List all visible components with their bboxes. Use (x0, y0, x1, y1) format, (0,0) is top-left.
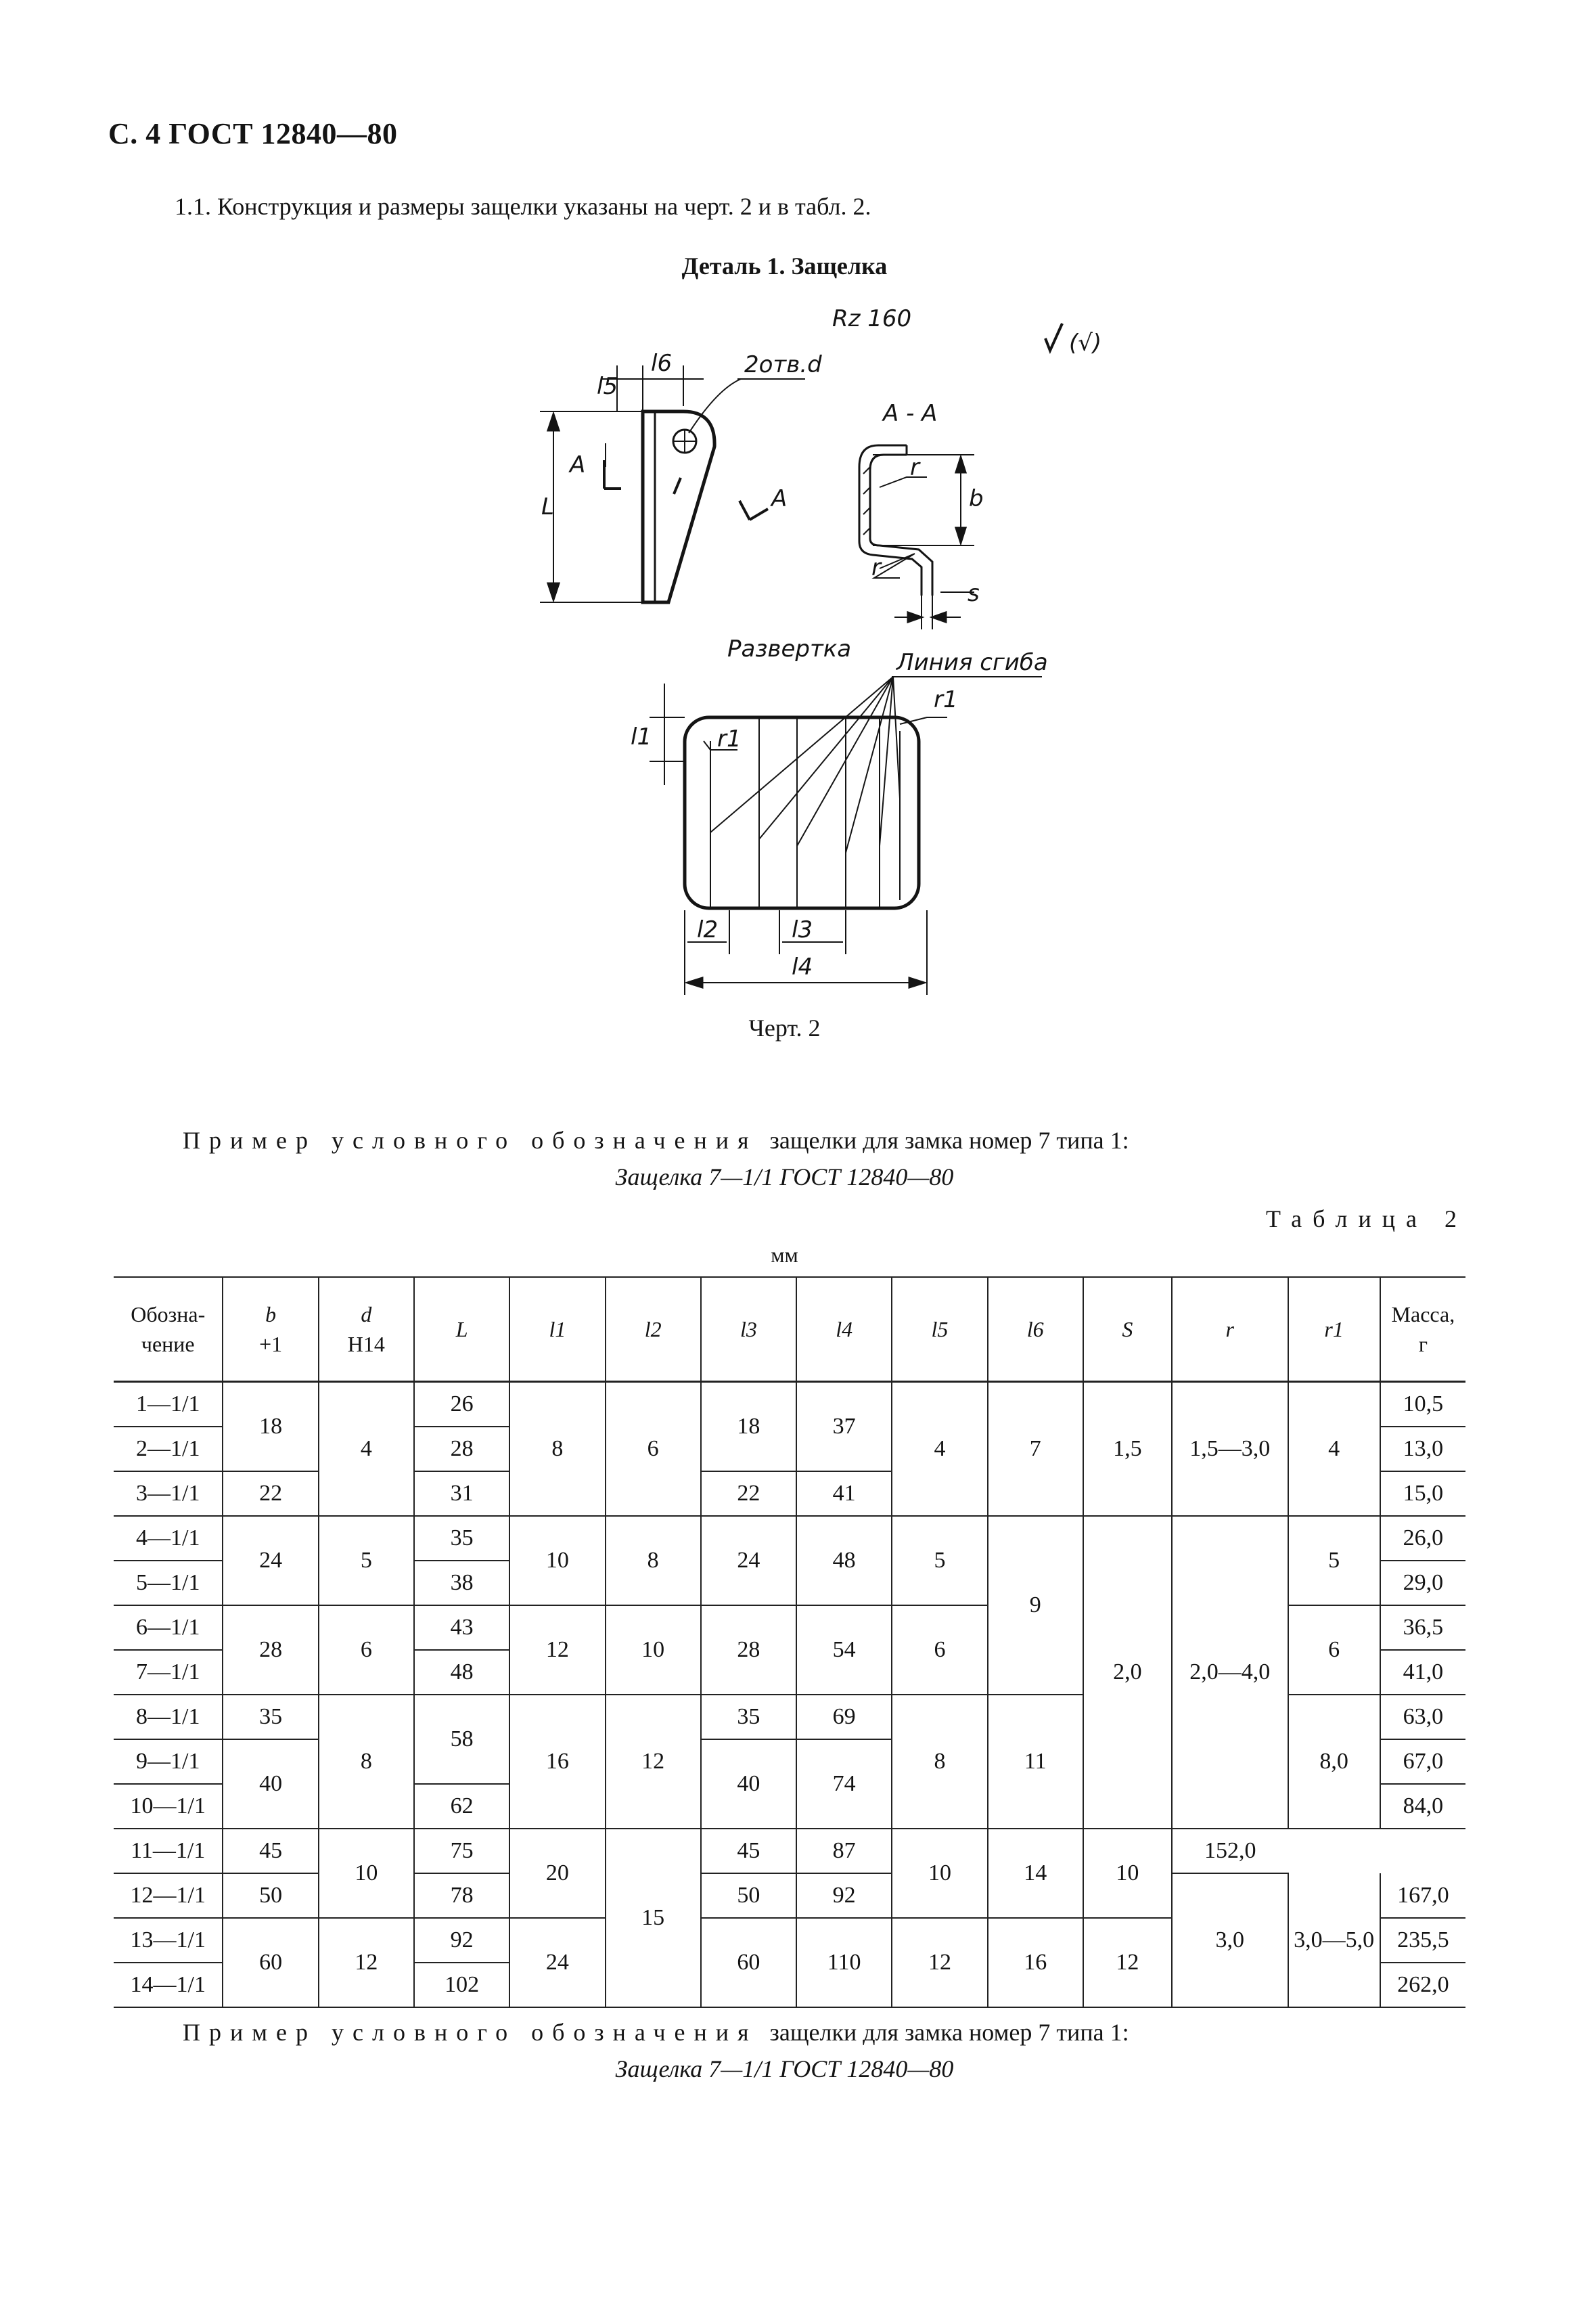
cell-l4: 41 (796, 1471, 892, 1516)
example-label-2: Пример условного обозначения (183, 2019, 758, 2046)
cell-L: 102 (414, 1963, 509, 2007)
cell-L: 31 (414, 1471, 509, 1516)
section-label: А - А (883, 400, 938, 427)
cell-r1: 8,0 (1288, 1695, 1380, 1829)
development-view (650, 677, 1042, 995)
roughness-symbol: (√) (1069, 330, 1102, 357)
cell-l4: 48 (796, 1516, 892, 1605)
section-mark-a-left: А (570, 451, 586, 478)
header-l6: l6 (988, 1277, 1083, 1382)
cell-L: 58 (414, 1695, 509, 1784)
dim-r-bottom: r (871, 554, 881, 581)
cell-l4: 92 (796, 1873, 892, 1918)
header-l2: l2 (606, 1277, 701, 1382)
header-l4: l4 (796, 1277, 892, 1382)
cell-l3: 60 (701, 1918, 796, 2007)
cell-L: 75 (414, 1829, 509, 1873)
cell-l6: 11 (988, 1695, 1083, 1829)
cell-designation: 3—1/1 (114, 1471, 223, 1516)
example-designation-1: Защелка 7—1/1 ГОСТ 12840—80 (615, 1163, 954, 1190)
section-mark-a-right: А (771, 485, 788, 512)
cell-designation: 5—1/1 (114, 1561, 223, 1605)
cell-mass: 36,5 (1380, 1605, 1465, 1650)
cell-designation: 7—1/1 (114, 1650, 223, 1695)
cell-l1: 10 (509, 1516, 605, 1605)
cell-L: 38 (414, 1561, 509, 1605)
cell-l3: 35 (701, 1695, 796, 1739)
table-row (114, 1516, 1465, 1561)
example-rest-2: защелки для замка номер 7 типа 1: (757, 2019, 1129, 2046)
cell-l3: 18 (701, 1382, 796, 1472)
cell-r1: 4 (1288, 1382, 1380, 1517)
intro-paragraph: 1.1. Конструкция и размеры защелки указаны на черт. 2 и в табл. 2. (175, 193, 871, 220)
cell-S: 2,0 (1083, 1516, 1172, 1829)
cell-l4: 110 (796, 1918, 892, 2007)
cell-r: 3,0—5,0 (1288, 1873, 1380, 2007)
cell-l6: 14 (988, 1829, 1083, 1918)
header-mass: Масса, г (1380, 1277, 1465, 1382)
dim-s: s (968, 580, 980, 607)
cell-l2: 12 (606, 1695, 701, 1829)
header-S: S (1083, 1277, 1172, 1382)
cell-b: 28 (223, 1605, 318, 1695)
cell-l3: 28 (701, 1605, 796, 1695)
latch-side-view (540, 365, 805, 602)
cell-l1: 16 (509, 1695, 605, 1829)
cell-L: 62 (414, 1784, 509, 1829)
header-L: L (414, 1277, 509, 1382)
cell-mass: 41,0 (1380, 1650, 1465, 1695)
cell-l3: 45 (701, 1829, 796, 1873)
cell-L: 48 (414, 1650, 509, 1695)
cell-l3: 50 (701, 1873, 796, 1918)
cell-l3: 40 (701, 1739, 796, 1829)
cell-l1: 8 (509, 1382, 605, 1517)
dim-l6: l6 (651, 350, 673, 377)
header-designation: Обозна- чение (114, 1277, 223, 1382)
cell-r1: 12 (1083, 1918, 1172, 2007)
cell-mass: 167,0 (1380, 1873, 1465, 1918)
cell-mass: 26,0 (1380, 1516, 1465, 1561)
cell-L: 43 (414, 1605, 509, 1650)
dim-l2: l2 (697, 916, 719, 943)
cell-l5: 12 (892, 1918, 987, 2007)
holes-label: 2отв.d (744, 351, 822, 378)
detail-title: Деталь 1. Защелка (681, 252, 888, 280)
header-d: d H14 (319, 1277, 414, 1382)
cell-l2: 10 (606, 1605, 701, 1695)
header-l5: l5 (892, 1277, 987, 1382)
cell-d: 4 (319, 1382, 414, 1517)
cell-b: 50 (223, 1873, 318, 1918)
dim-r1-left: r1 (717, 725, 742, 753)
cell-mass: 29,0 (1380, 1561, 1465, 1605)
development-label: Развертка (727, 635, 852, 663)
cell-b: 60 (223, 1918, 318, 2007)
cell-l5: 8 (892, 1695, 987, 1829)
cell-l1: 12 (509, 1605, 605, 1695)
section-a-a (859, 323, 1062, 629)
cell-mass: 63,0 (1380, 1695, 1465, 1739)
dim-r1-right: r1 (934, 686, 958, 713)
unit-label: мм (771, 1243, 798, 1267)
cell-b: 22 (223, 1471, 318, 1516)
table-row (114, 1873, 1465, 1918)
cell-designation: 14—1/1 (114, 1963, 223, 2007)
cell-l4: 69 (796, 1695, 892, 1739)
cell-l6: 7 (988, 1382, 1083, 1517)
cell-b: 40 (223, 1739, 318, 1829)
cell-designation: 12—1/1 (114, 1873, 223, 1918)
cell-r: 1,5—3,0 (1172, 1382, 1288, 1517)
cell-l2: 15 (606, 1829, 701, 2007)
dim-l4: l4 (792, 954, 813, 981)
cell-mass: 235,5 (1380, 1918, 1465, 1963)
example-designation-2: Защелка 7—1/1 ГОСТ 12840—80 (615, 2055, 954, 2082)
cell-b: 18 (223, 1382, 318, 1472)
cell-d: 8 (319, 1695, 414, 1829)
cell-r1: 5 (1288, 1516, 1380, 1605)
cell-l5: 10 (892, 1829, 987, 1918)
cell-designation: 2—1/1 (114, 1427, 223, 1471)
cell-L: 92 (414, 1918, 509, 1963)
example-rest: защелки для замка номер 7 типа 1: (757, 1127, 1129, 1154)
cell-l5: 5 (892, 1516, 987, 1605)
dim-r-top: r (910, 454, 919, 481)
table-row (114, 1382, 1465, 1427)
cell-L: 28 (414, 1427, 509, 1471)
dim-l3: l3 (792, 916, 813, 943)
cell-b: 45 (223, 1829, 318, 1873)
cell-d: 10 (319, 1829, 414, 1918)
cell-l4: 87 (796, 1829, 892, 1873)
spec-table (114, 1276, 1465, 2008)
cell-l5: 4 (892, 1382, 987, 1517)
cell-designation: 9—1/1 (114, 1739, 223, 1784)
cell-mass: 13,0 (1380, 1427, 1465, 1471)
example-line-2 (183, 2018, 1129, 2047)
header-l1: l1 (509, 1277, 605, 1382)
cell-designation: 4—1/1 (114, 1516, 223, 1561)
cell-r1: 10 (1083, 1829, 1172, 1918)
cell-designation: 13—1/1 (114, 1918, 223, 1963)
cell-l3: 22 (701, 1471, 796, 1516)
cell-designation: 11—1/1 (114, 1829, 223, 1873)
cell-d: 12 (319, 1918, 414, 2007)
cell-designation: 8—1/1 (114, 1695, 223, 1739)
header-r: r (1172, 1277, 1288, 1382)
cell-b: 35 (223, 1695, 318, 1739)
example-label: Пример условного обозначения (183, 1127, 758, 1154)
roughness-label: Rz 160 (832, 305, 912, 332)
figure-caption: Черт. 2 (748, 1014, 821, 1042)
table-header-row (114, 1277, 1465, 1382)
table-label: Таблица 2 (1266, 1205, 1468, 1232)
header-r1: r1 (1288, 1277, 1380, 1382)
cell-mass: 262,0 (1380, 1963, 1465, 2007)
cell-l3: 24 (701, 1516, 796, 1605)
cell-L: 78 (414, 1873, 509, 1918)
cell-mass: 15,0 (1380, 1471, 1465, 1516)
dim-l1: l1 (631, 723, 652, 751)
cell-l4: 37 (796, 1382, 892, 1472)
cell-r: 2,0—4,0 (1172, 1516, 1288, 1829)
cell-l6: 9 (988, 1516, 1083, 1695)
cell-S: 3,0 (1172, 1873, 1288, 2007)
bend-line-label: Линия сгиба (896, 649, 1048, 676)
cell-mass: 10,5 (1380, 1382, 1465, 1427)
latch-drawing (0, 0, 1569, 1015)
cell-b: 24 (223, 1516, 318, 1605)
cell-designation: 6—1/1 (114, 1605, 223, 1650)
cell-designation: 10—1/1 (114, 1784, 223, 1829)
page-header: С. 4 ГОСТ 12840—80 (108, 117, 398, 150)
cell-l4: 74 (796, 1739, 892, 1829)
header-l3: l3 (701, 1277, 796, 1382)
cell-mass: 152,0 (1172, 1829, 1288, 1873)
cell-r1: 6 (1288, 1605, 1380, 1695)
example-line-1 (183, 1126, 1129, 1155)
cell-l5: 6 (892, 1605, 987, 1695)
cell-d: 6 (319, 1605, 414, 1695)
dim-l5: l5 (597, 373, 618, 400)
cell-l2: 8 (606, 1516, 701, 1605)
header-b: b +1 (223, 1277, 318, 1382)
cell-l1: 20 (509, 1829, 605, 1918)
cell-S: 1,5 (1083, 1382, 1172, 1517)
cell-L: 35 (414, 1516, 509, 1561)
dim-L: L (541, 493, 554, 520)
cell-mass: 84,0 (1380, 1784, 1465, 1829)
table-row (114, 1829, 1465, 1873)
cell-L: 26 (414, 1382, 509, 1427)
cell-l2: 6 (606, 1382, 701, 1517)
dim-b: b (969, 485, 984, 512)
cell-l1: 24 (509, 1918, 605, 2007)
cell-designation: 1—1/1 (114, 1382, 223, 1427)
cell-l6: 16 (988, 1918, 1083, 2007)
cell-mass: 67,0 (1380, 1739, 1465, 1784)
cell-l4: 54 (796, 1605, 892, 1695)
cell-d: 5 (319, 1516, 414, 1605)
